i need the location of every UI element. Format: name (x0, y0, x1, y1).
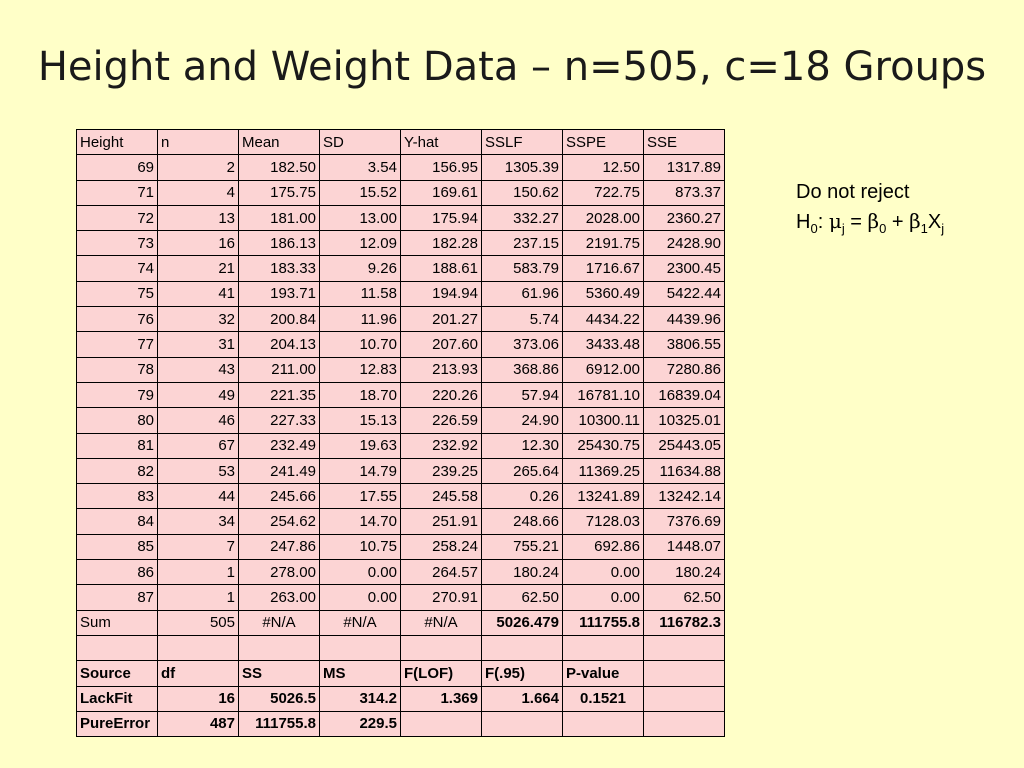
cell-mean: 232.49 (239, 433, 320, 458)
cell-sspe: 722.75 (563, 180, 644, 205)
cell-height: 79 (77, 382, 158, 407)
plus-text: + (886, 211, 910, 233)
cell-sspe: 13241.89 (563, 484, 644, 509)
cell-sspe: 4434.22 (563, 307, 644, 332)
slide-title: Height and Weight Data – n=505, c=18 Groups (37, 44, 987, 90)
beta1-subscript: 1 (920, 221, 928, 236)
data-row (77, 433, 725, 458)
sum-n: 505 (158, 610, 239, 635)
cell-yhat: 156.95 (401, 155, 482, 180)
cell-mean: 193.71 (239, 281, 320, 306)
cell-sspe: 10300.11 (563, 408, 644, 433)
header-row (77, 130, 725, 155)
cell-sspe: 16781.10 (563, 382, 644, 407)
data-row (77, 155, 725, 180)
cell-sse: 16839.04 (644, 382, 725, 407)
cell-mean: 200.84 (239, 307, 320, 332)
cell-height: 69 (77, 155, 158, 180)
anova-flof (401, 711, 482, 736)
data-row (77, 281, 725, 306)
anova-df: 16 (158, 686, 239, 711)
cell-mean: 186.13 (239, 231, 320, 256)
cell-sslf: 62.50 (482, 585, 563, 610)
cell-sd: 15.52 (320, 180, 401, 205)
cell-n: 32 (158, 307, 239, 332)
data-row (77, 458, 725, 483)
cell-sspe: 2191.75 (563, 231, 644, 256)
blank-cell (563, 635, 644, 660)
anova-header-df: df (158, 661, 239, 686)
cell-height: 83 (77, 484, 158, 509)
sum-yhat: #N/A (401, 610, 482, 635)
cell-sd: 10.70 (320, 332, 401, 357)
sum-sspe: 111755.8 (563, 610, 644, 635)
x-subscript: j (941, 221, 945, 236)
data-row (77, 509, 725, 534)
cell-mean: 247.86 (239, 534, 320, 559)
anova-ms: 314.2 (320, 686, 401, 711)
cell-sd: 10.75 (320, 534, 401, 559)
beta0-symbol: β (867, 209, 880, 233)
cell-n: 34 (158, 509, 239, 534)
cell-height: 76 (77, 307, 158, 332)
cell-sd: 11.96 (320, 307, 401, 332)
cell-n: 4 (158, 180, 239, 205)
cell-sse: 7376.69 (644, 509, 725, 534)
beta0-subscript: 0 (879, 221, 887, 236)
sum-mean: #N/A (239, 610, 320, 635)
cell-sslf: 373.06 (482, 332, 563, 357)
cell-yhat: 220.26 (401, 382, 482, 407)
data-row (77, 231, 725, 256)
cell-n: 1 (158, 585, 239, 610)
cell-sse: 2360.27 (644, 205, 725, 230)
cell-height: 74 (77, 256, 158, 281)
cell-sspe: 6912.00 (563, 357, 644, 382)
cell-sse: 11634.88 (644, 458, 725, 483)
blank-cell (482, 635, 563, 660)
anova-pvalue: 0.1521 (563, 686, 644, 711)
cell-mean: 211.00 (239, 357, 320, 382)
cell-height: 82 (77, 458, 158, 483)
anova-pvalue (563, 711, 644, 736)
cell-height: 71 (77, 180, 158, 205)
cell-mean: 245.66 (239, 484, 320, 509)
blank-cell (320, 635, 401, 660)
anova-f95: 1.664 (482, 686, 563, 711)
cell-sse: 10325.01 (644, 408, 725, 433)
cell-sse: 873.37 (644, 180, 725, 205)
cell-n: 41 (158, 281, 239, 306)
blank-cell (158, 635, 239, 660)
cell-sspe: 11369.25 (563, 458, 644, 483)
blank-cell (644, 635, 725, 660)
anova-flof: 1.369 (401, 686, 482, 711)
cell-sse: 1317.89 (644, 155, 725, 180)
cell-sd: 14.79 (320, 458, 401, 483)
cell-sspe: 5360.49 (563, 281, 644, 306)
mu-subscript: j (841, 221, 845, 236)
cell-mean: 183.33 (239, 256, 320, 281)
cell-n: 16 (158, 231, 239, 256)
cell-height: 75 (77, 281, 158, 306)
cell-yhat: 201.27 (401, 307, 482, 332)
cell-sse: 3806.55 (644, 332, 725, 357)
cell-yhat: 245.58 (401, 484, 482, 509)
data-row (77, 484, 725, 509)
cell-mean: 263.00 (239, 585, 320, 610)
cell-sspe: 12.50 (563, 155, 644, 180)
cell-sse: 25443.05 (644, 433, 725, 458)
cell-sse: 13242.14 (644, 484, 725, 509)
data-row (77, 332, 725, 357)
cell-n: 2 (158, 155, 239, 180)
cell-mean: 181.00 (239, 205, 320, 230)
cell-sslf: 332.27 (482, 205, 563, 230)
cell-sslf: 265.64 (482, 458, 563, 483)
cell-sslf: 583.79 (482, 256, 563, 281)
blank-row (77, 635, 725, 660)
cell-n: 31 (158, 332, 239, 357)
data-row (77, 357, 725, 382)
anova-header-pvalue: P-value (563, 661, 644, 686)
cell-n: 21 (158, 256, 239, 281)
anova-source: LackFit (77, 686, 158, 711)
note-line-2 (796, 207, 944, 243)
cell-n: 13 (158, 205, 239, 230)
cell-height: 73 (77, 231, 158, 256)
cell-height: 86 (77, 560, 158, 585)
data-row (77, 408, 725, 433)
data-row (77, 585, 725, 610)
cell-mean: 278.00 (239, 560, 320, 585)
cell-sslf: 368.86 (482, 357, 563, 382)
blank-cell (77, 635, 158, 660)
hypothesis-note (796, 178, 944, 243)
header-yhat: Y-hat (401, 130, 482, 155)
cell-n: 7 (158, 534, 239, 559)
cell-sd: 15.13 (320, 408, 401, 433)
cell-sd: 13.00 (320, 205, 401, 230)
cell-sslf: 755.21 (482, 534, 563, 559)
cell-height: 84 (77, 509, 158, 534)
sum-row (77, 610, 725, 635)
cell-sd: 12.09 (320, 231, 401, 256)
cell-yhat: 258.24 (401, 534, 482, 559)
cell-height: 72 (77, 205, 158, 230)
data-row (77, 534, 725, 559)
h-subscript: 0 (810, 221, 818, 236)
cell-yhat: 213.93 (401, 357, 482, 382)
cell-sslf: 5.74 (482, 307, 563, 332)
mu-symbol: μ (828, 209, 842, 233)
cell-sse: 7280.86 (644, 357, 725, 382)
cell-n: 44 (158, 484, 239, 509)
cell-sse: 2300.45 (644, 256, 725, 281)
cell-n: 1 (158, 560, 239, 585)
cell-mean: 221.35 (239, 382, 320, 407)
anova-ss: 111755.8 (239, 711, 320, 736)
header-height: Height (77, 130, 158, 155)
cell-yhat: 239.25 (401, 458, 482, 483)
cell-sse: 62.50 (644, 585, 725, 610)
anova-source: PureError (77, 711, 158, 736)
cell-mean: 204.13 (239, 332, 320, 357)
cell-sslf: 237.15 (482, 231, 563, 256)
cell-sd: 12.83 (320, 357, 401, 382)
data-row (77, 560, 725, 585)
h-symbol: H (796, 211, 811, 233)
cell-sslf: 1305.39 (482, 155, 563, 180)
blank-cell (239, 635, 320, 660)
cell-sd: 19.63 (320, 433, 401, 458)
cell-sspe: 0.00 (563, 560, 644, 585)
header-sd: SD (320, 130, 401, 155)
cell-sspe: 692.86 (563, 534, 644, 559)
cell-sslf: 0.26 (482, 484, 563, 509)
cell-sslf: 180.24 (482, 560, 563, 585)
cell-yhat: 188.61 (401, 256, 482, 281)
cell-yhat: 207.60 (401, 332, 482, 357)
sum-sse: 116782.3 (644, 610, 725, 635)
cell-sspe: 25430.75 (563, 433, 644, 458)
cell-sslf: 12.30 (482, 433, 563, 458)
cell-yhat: 175.94 (401, 205, 482, 230)
cell-yhat: 226.59 (401, 408, 482, 433)
header-sslf: SSLF (482, 130, 563, 155)
equals-text: = (844, 211, 868, 233)
sum-sd: #N/A (320, 610, 401, 635)
cell-sd: 0.00 (320, 560, 401, 585)
cell-height: 81 (77, 433, 158, 458)
cell-n: 43 (158, 357, 239, 382)
cell-yhat: 182.28 (401, 231, 482, 256)
header-sspe: SSPE (563, 130, 644, 155)
data-row (77, 382, 725, 407)
cell-n: 46 (158, 408, 239, 433)
cell-height: 80 (77, 408, 158, 433)
anova-ss: 5026.5 (239, 686, 320, 711)
anova-header-empty (644, 661, 725, 686)
cell-yhat: 270.91 (401, 585, 482, 610)
cell-mean: 241.49 (239, 458, 320, 483)
data-table (76, 129, 725, 737)
cell-sd: 9.26 (320, 256, 401, 281)
cell-sse: 180.24 (644, 560, 725, 585)
sum-height: Sum (77, 610, 158, 635)
anova-header-ss: SS (239, 661, 320, 686)
anova-header-row (77, 661, 725, 686)
beta1-symbol: β (909, 209, 921, 233)
cell-yhat: 251.91 (401, 509, 482, 534)
cell-sspe: 3433.48 (563, 332, 644, 357)
cell-sd: 14.70 (320, 509, 401, 534)
colon-text: : (817, 211, 829, 233)
anova-ms: 229.5 (320, 711, 401, 736)
cell-sse: 5422.44 (644, 281, 725, 306)
cell-mean: 182.50 (239, 155, 320, 180)
cell-sspe: 7128.03 (563, 509, 644, 534)
data-row (77, 256, 725, 281)
cell-yhat: 169.61 (401, 180, 482, 205)
cell-mean: 175.75 (239, 180, 320, 205)
cell-sse: 2428.90 (644, 231, 725, 256)
header-mean: Mean (239, 130, 320, 155)
cell-sd: 0.00 (320, 585, 401, 610)
cell-sd: 17.55 (320, 484, 401, 509)
cell-n: 53 (158, 458, 239, 483)
cell-height: 78 (77, 357, 158, 382)
cell-yhat: 232.92 (401, 433, 482, 458)
cell-n: 67 (158, 433, 239, 458)
anova-f95 (482, 711, 563, 736)
cell-height: 85 (77, 534, 158, 559)
anova-header-source: Source (77, 661, 158, 686)
cell-sslf: 61.96 (482, 281, 563, 306)
data-row (77, 180, 725, 205)
anova-empty (644, 711, 725, 736)
cell-sd: 11.58 (320, 281, 401, 306)
cell-mean: 254.62 (239, 509, 320, 534)
anova-header-flof: F(LOF) (401, 661, 482, 686)
cell-sspe: 1716.67 (563, 256, 644, 281)
anova-header-f95: F(.95) (482, 661, 563, 686)
blank-cell (401, 635, 482, 660)
data-row (77, 307, 725, 332)
anova-row (77, 686, 725, 711)
cell-height: 87 (77, 585, 158, 610)
data-row (77, 205, 725, 230)
cell-sspe: 0.00 (563, 585, 644, 610)
cell-yhat: 264.57 (401, 560, 482, 585)
anova-row (77, 711, 725, 736)
cell-sd: 3.54 (320, 155, 401, 180)
cell-sslf: 150.62 (482, 180, 563, 205)
cell-sspe: 2028.00 (563, 205, 644, 230)
anova-header-ms: MS (320, 661, 401, 686)
cell-sslf: 57.94 (482, 382, 563, 407)
header-sse: SSE (644, 130, 725, 155)
cell-n: 49 (158, 382, 239, 407)
cell-yhat: 194.94 (401, 281, 482, 306)
anova-df: 487 (158, 711, 239, 736)
x-symbol: X (927, 211, 942, 233)
cell-height: 77 (77, 332, 158, 357)
cell-sslf: 248.66 (482, 509, 563, 534)
cell-sse: 4439.96 (644, 307, 725, 332)
note-line-1: Do not reject (796, 181, 910, 203)
anova-empty (644, 686, 725, 711)
cell-sd: 18.70 (320, 382, 401, 407)
cell-mean: 227.33 (239, 408, 320, 433)
cell-sse: 1448.07 (644, 534, 725, 559)
header-n: n (158, 130, 239, 155)
sum-sslf: 5026.479 (482, 610, 563, 635)
cell-sslf: 24.90 (482, 408, 563, 433)
